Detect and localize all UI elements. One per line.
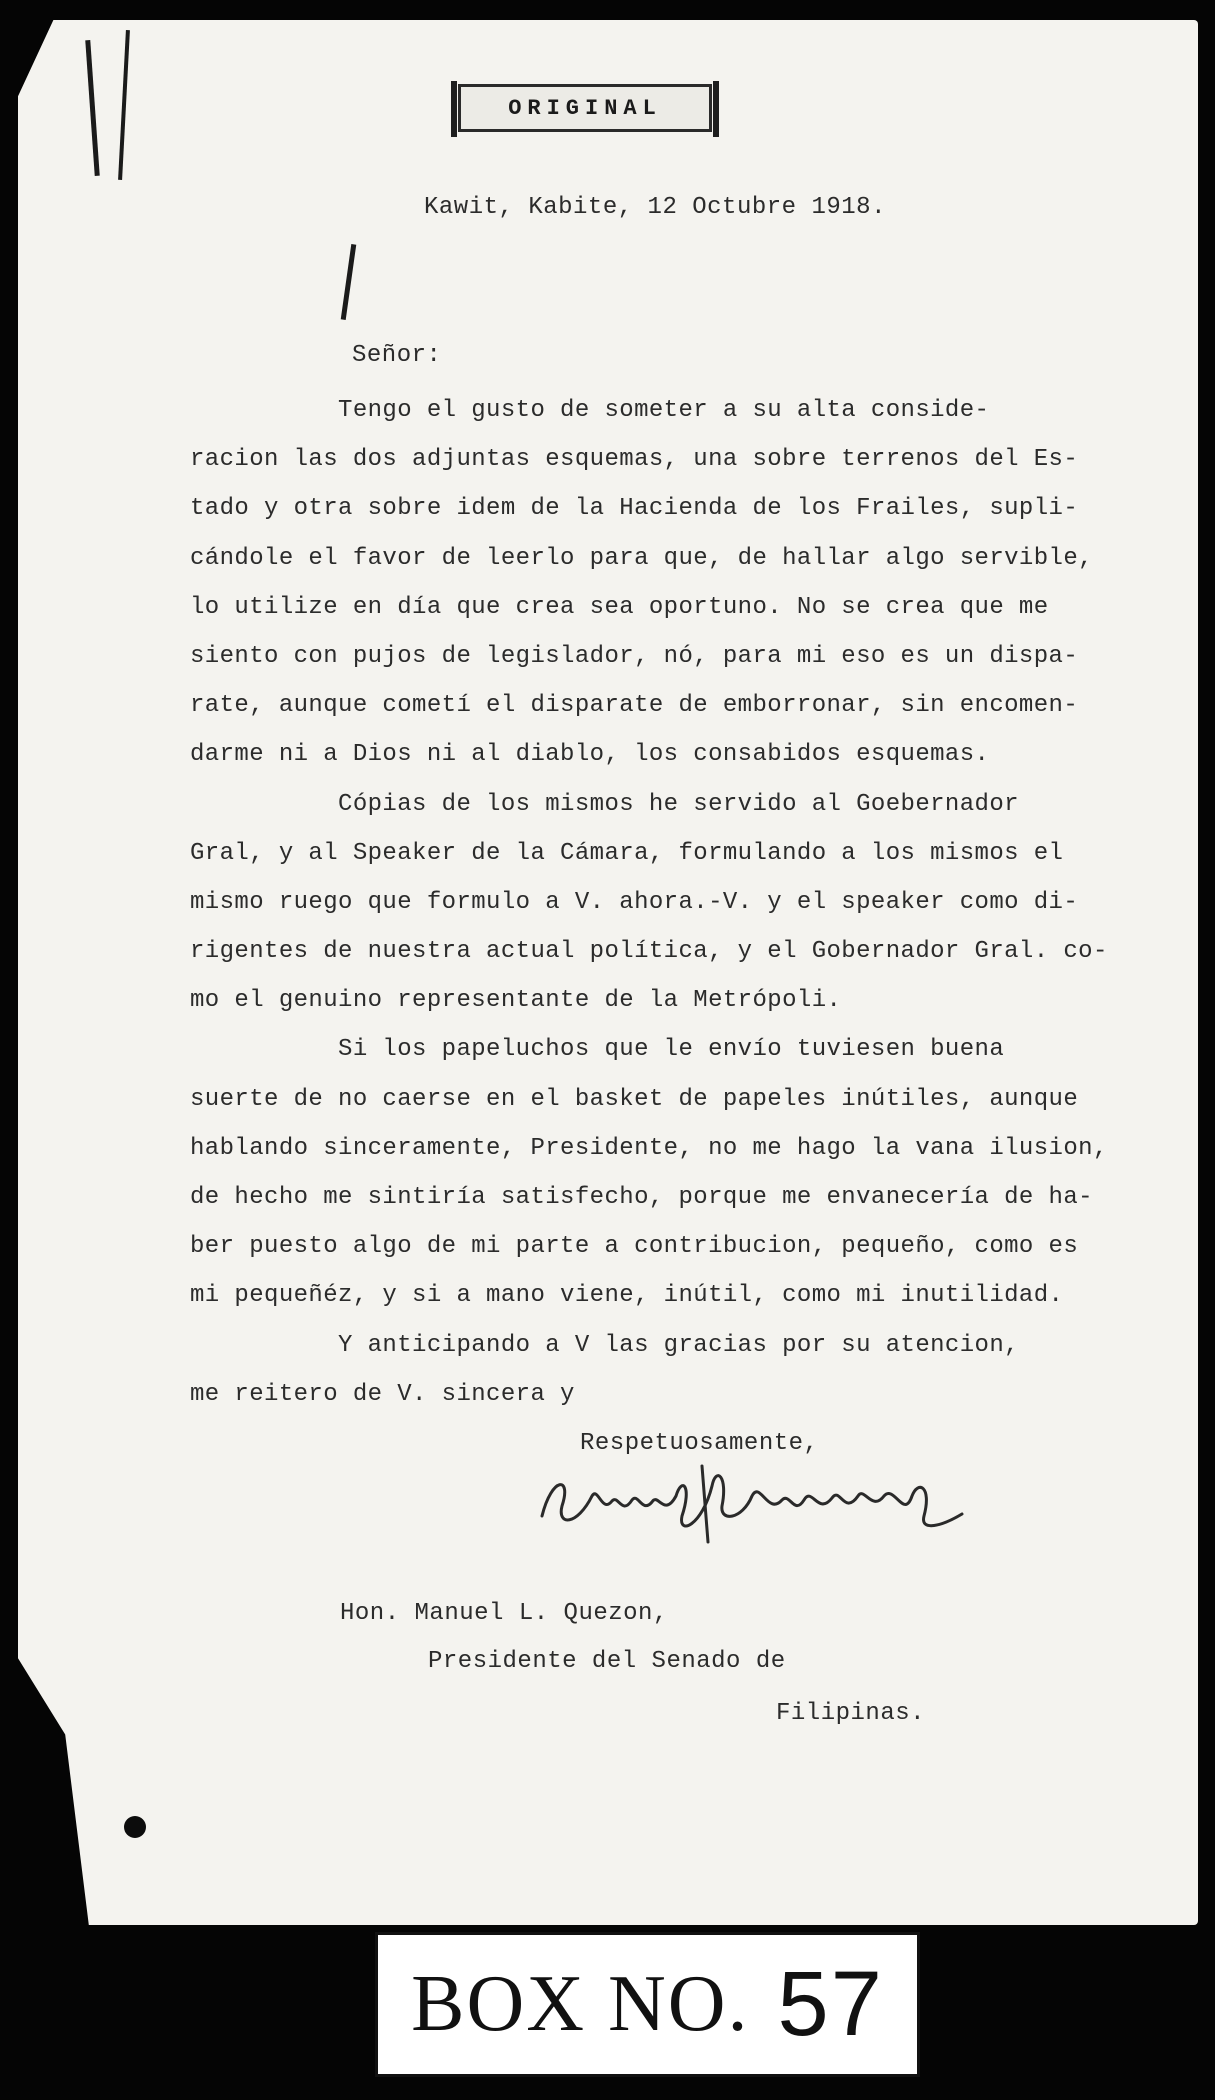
box-label — [375, 1932, 920, 2077]
body-line: darme ni a Dios ni al diablo, los consabidos esquemas. — [190, 741, 990, 769]
box-label-number: 57 — [777, 1953, 884, 2055]
body-line: rigentes de nuestra actual política, y el Gobernador Gral. co- — [190, 938, 1108, 966]
punch-hole — [124, 1816, 146, 1838]
letter-dateline: Kawit, Kabite, 12 Octubre 1918. — [424, 194, 886, 221]
recipient-title: Presidente del Senado de — [428, 1648, 786, 1675]
body-line: Tengo el gusto de someter a su alta conside- — [190, 397, 990, 424]
letter-salutation: Señor: — [352, 342, 442, 369]
body-line: Si los papeluchos que le envío tuviesen buena — [190, 1036, 1005, 1064]
original-stamp: ORIGINAL — [458, 84, 712, 132]
handwritten-signature — [532, 1456, 972, 1544]
body-line: siento con pujos de legislador, nó, para mi eso es un dispa- — [190, 642, 1079, 670]
body-line: de hecho me sintiría satisfecho, porque me envanecería de ha- — [190, 1184, 1093, 1211]
letter-closing: Respetuosamente, — [580, 1430, 819, 1457]
signature-drawing — [532, 1456, 972, 1544]
recipient-country: Filipinas. — [776, 1700, 926, 1727]
box-label-text: BOX NO. — [411, 1960, 750, 2048]
letter-body — [190, 386, 1108, 1419]
body-line: Gral, y al Speaker de la Cámara, formulando a los mismos el — [190, 839, 1064, 867]
body-line: lo utilize en día que crea sea oportuno. No se crea que me — [190, 593, 1049, 621]
body-line: suerte de no caerse en el basket de papeles inútiles, aunque — [190, 1085, 1079, 1113]
body-line: mismo ruego que formulo a V. ahora.-V. y el speaker como di- — [190, 888, 1079, 916]
body-line: Y anticipando a V las gracias por su atencion, — [190, 1331, 1019, 1359]
body-line: cándole el favor de leerlo para que, de hallar algo servible, — [190, 544, 1093, 572]
body-line: mo el genuino representante de la Metrópoli. — [190, 987, 842, 1015]
body-line: mi pequeñéz, y si a mano viene, inútil, como mi inutilidad. — [190, 1282, 1064, 1310]
body-line: rate, aunque cometí el disparate de emborronar, sin encomen- — [190, 692, 1079, 720]
body-line: racion las dos adjuntas esquemas, una sobre terrenos del Es- — [190, 446, 1079, 474]
body-line: me reitero de V. sincera y — [190, 1380, 575, 1408]
body-line: Cópias de los mismos he servido al Goebernador — [190, 790, 1019, 818]
body-line: hablando sinceramente, Presidente, no me hago la vana ilusion, — [190, 1134, 1108, 1162]
body-line: ber puesto algo de mi parte a contribucion, pequeño, como es — [190, 1233, 1079, 1261]
recipient-name: Hon. Manuel L. Quezon, — [340, 1600, 668, 1627]
body-line: tado y otra sobre idem de la Hacienda de los Frailes, supli- — [190, 495, 1079, 523]
